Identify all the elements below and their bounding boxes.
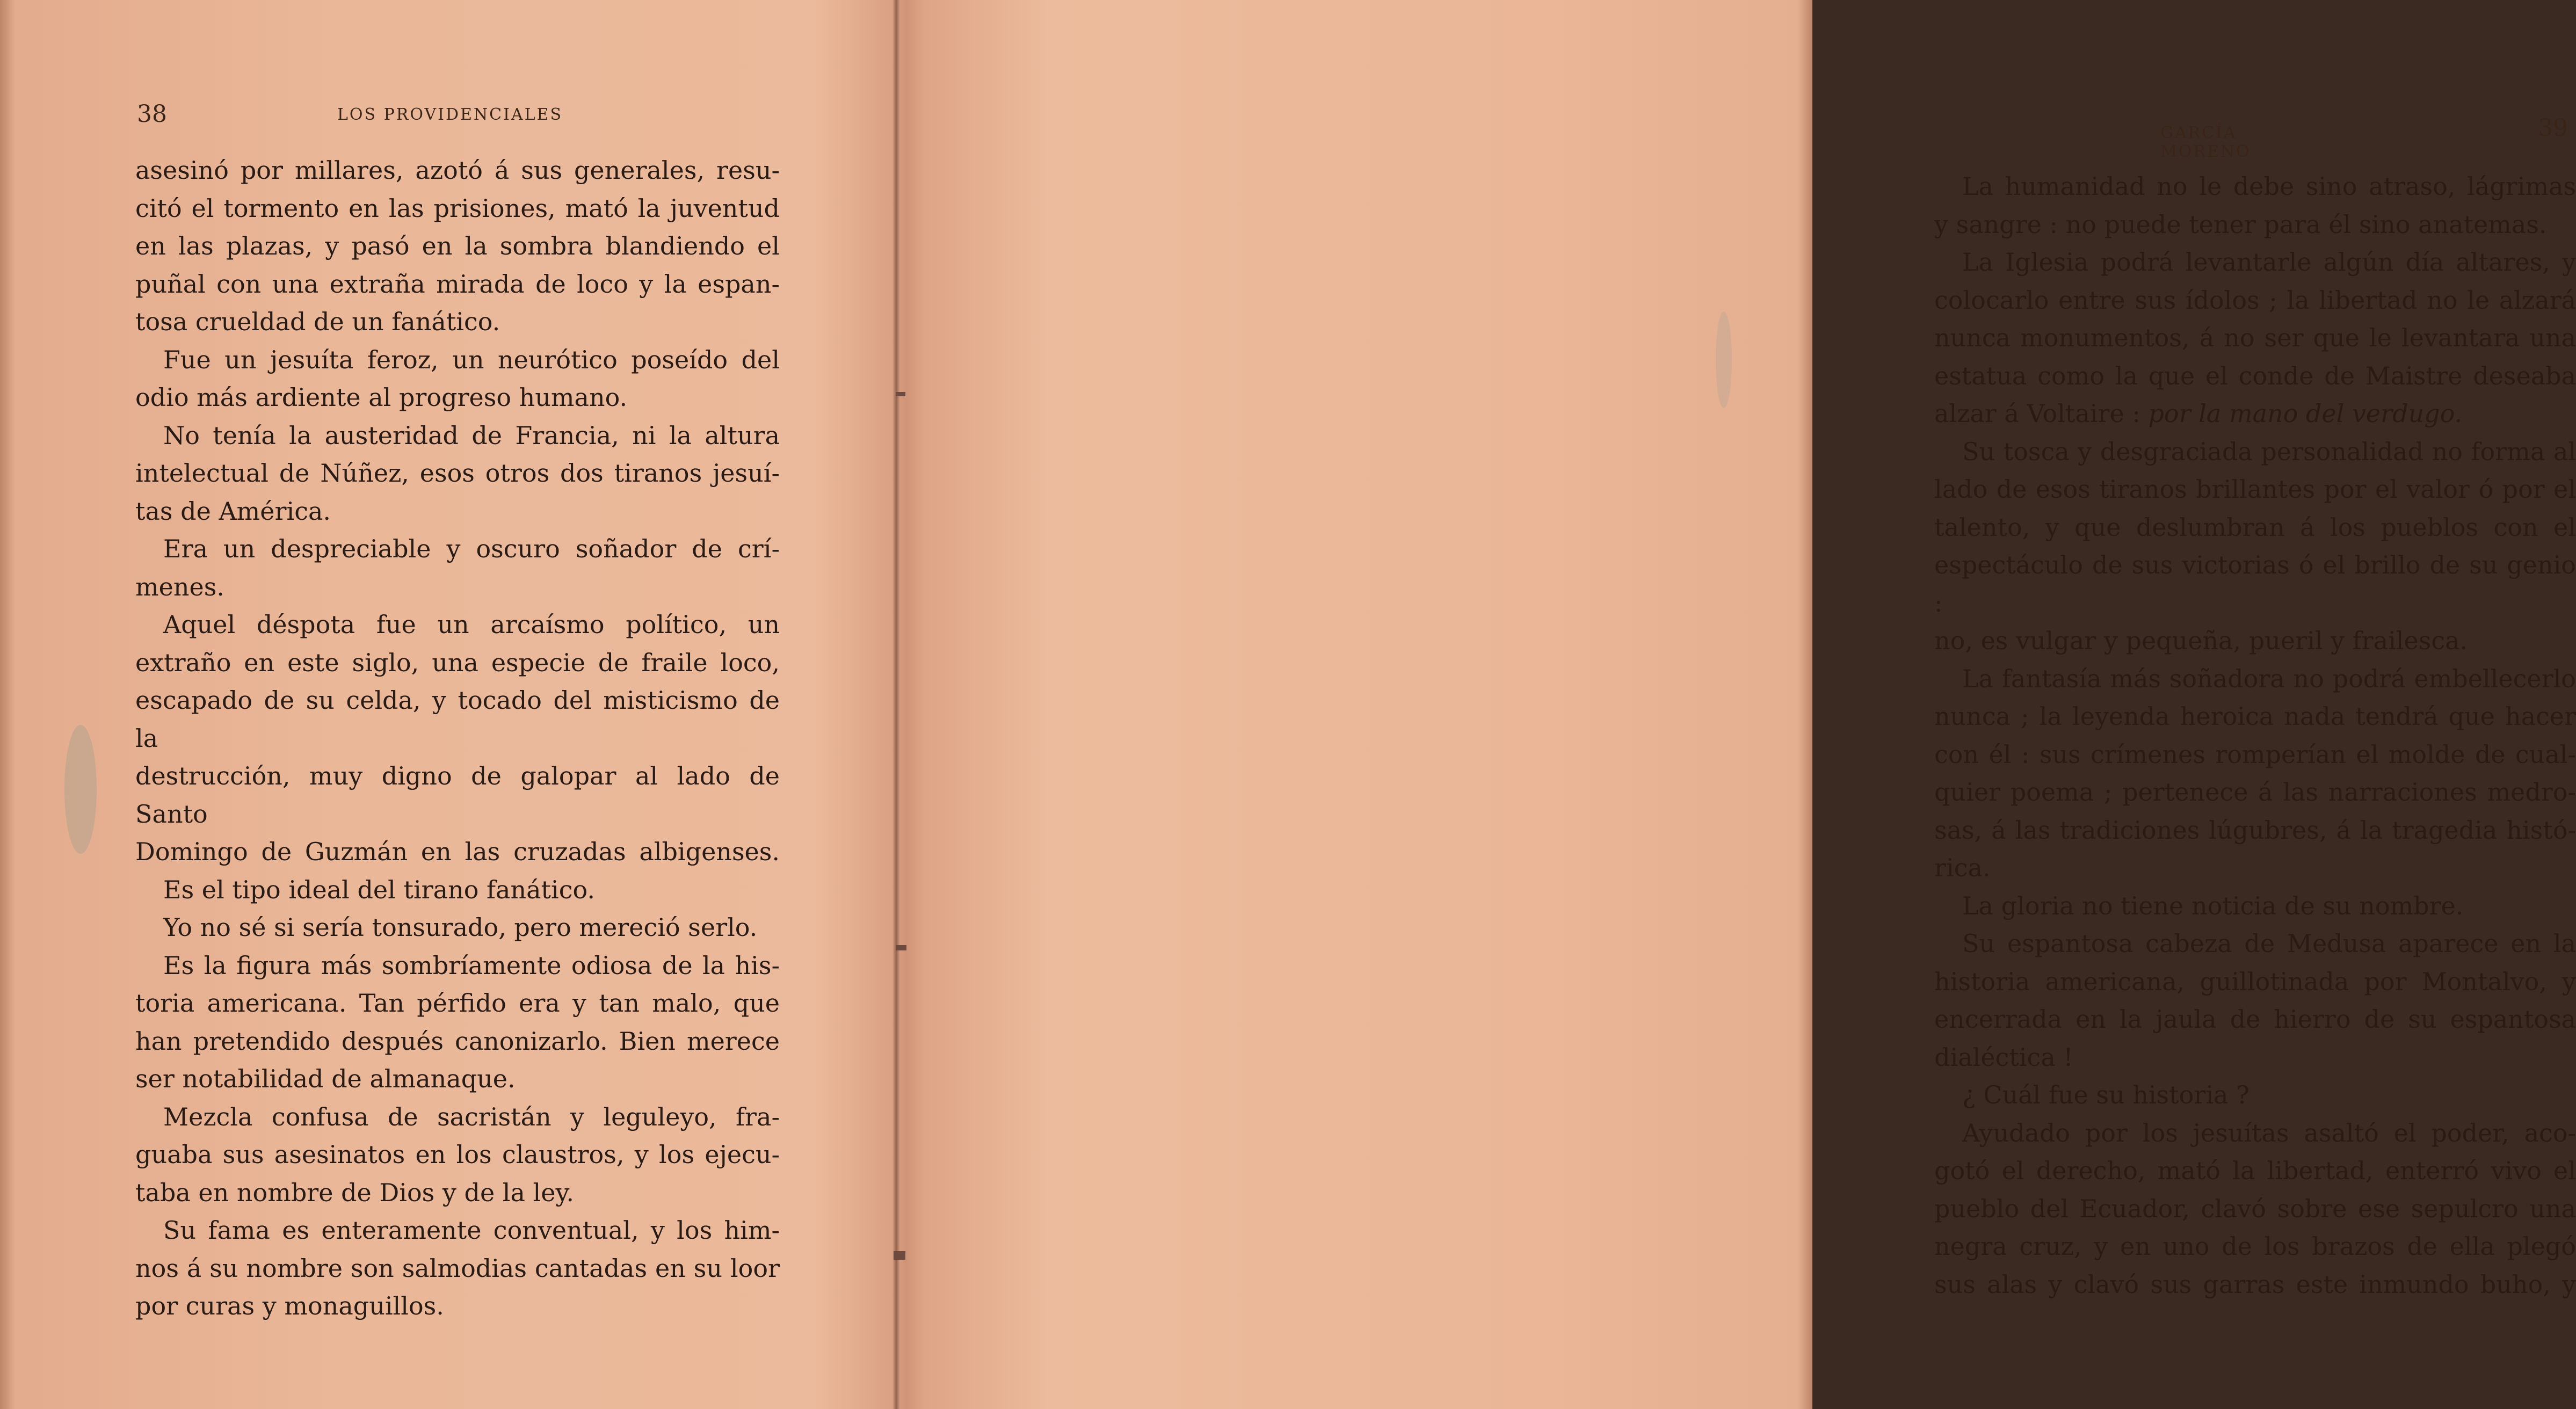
line-text: Domingo de Guzmán en las cruzadas albigenses. bbox=[135, 837, 780, 866]
line-text: nunca ; la leyenda heroica nada tendrá que hacer bbox=[1934, 702, 2576, 731]
text-line bbox=[1934, 433, 2576, 471]
text-line bbox=[1934, 395, 2576, 433]
text-line bbox=[135, 1174, 780, 1212]
text-line bbox=[135, 454, 780, 492]
text-line bbox=[1934, 281, 2576, 319]
text-line bbox=[135, 151, 780, 190]
text-line bbox=[135, 1098, 780, 1136]
text-line bbox=[135, 947, 780, 985]
book-gutter bbox=[892, 0, 900, 1409]
text-line bbox=[1934, 773, 2576, 811]
line-text: ser notabilidad de almanaque. bbox=[135, 1064, 516, 1093]
line-text: odio más ardiente al progreso humano. bbox=[135, 383, 628, 412]
line-text: puñal con una extraña mirada de loco y la espan- bbox=[135, 269, 780, 299]
text-line bbox=[135, 1250, 780, 1288]
line-text: Fue un jesuíta feroz, un neurótico poseído del bbox=[163, 345, 780, 374]
page-number-right: 39 bbox=[2538, 114, 2568, 142]
line-text: guaba sus asesinatos en los claustros, y los ejecu- bbox=[135, 1140, 780, 1169]
italic-quote: por la mano del verdugo. bbox=[2148, 399, 2463, 428]
text-line bbox=[135, 492, 780, 531]
text-line bbox=[1934, 546, 2576, 622]
text-line bbox=[1934, 509, 2576, 547]
text-line bbox=[135, 568, 780, 606]
text-line bbox=[1934, 925, 2576, 963]
line-text: nunca monumentos, á no ser que le levantara una bbox=[1934, 323, 2576, 352]
line-text: talento, y que deslumbran á los pueblos con el bbox=[1934, 512, 2576, 542]
line-text: pueblo del Ecuador, clavó sobre ese sepulcro una bbox=[1934, 1194, 2576, 1223]
right-page bbox=[900, 0, 2576, 1409]
line-text: La fantasía más soñadora no podrá embellecerlo bbox=[1962, 664, 2576, 693]
text-line bbox=[1934, 1076, 2576, 1114]
text-line bbox=[1934, 470, 2576, 509]
line-text: Yo no sé si sería tonsurado, pero mereció serlo. bbox=[163, 913, 758, 942]
text-line bbox=[135, 1060, 780, 1098]
line-text: toria americana. Tan pérfido era y tan malo, que bbox=[135, 989, 780, 1018]
line-text: en las plazas, y pasó en la sombra blandiendo el bbox=[135, 231, 780, 260]
running-head-left: LOS PROVIDENCIALES bbox=[337, 105, 563, 124]
line-text: y sangre : no puede tener para él sino anatemas. bbox=[1934, 209, 2547, 239]
line-text: alzar á Voltaire : bbox=[1934, 399, 2149, 428]
line-text: han pretendido después canonizarlo. Bien merece bbox=[135, 1026, 780, 1056]
text-line bbox=[1934, 736, 2576, 774]
left-page-body bbox=[135, 151, 780, 1325]
line-text: Es la figura más sombríamente odiosa de la his- bbox=[163, 950, 780, 980]
text-line bbox=[135, 909, 780, 947]
line-text: asesinó por millares, azotó á sus generales, resu- bbox=[135, 156, 780, 185]
text-line bbox=[135, 606, 780, 644]
line-text: extraño en este siglo, una especie de fraile loco, bbox=[135, 648, 780, 677]
line-text: encerrada en la jaula de hierro de su espantosa bbox=[1934, 1005, 2576, 1034]
line-text: rica. bbox=[1934, 853, 1991, 882]
text-line bbox=[1934, 887, 2576, 925]
line-text: La gloria no tiene noticia de su nombre. bbox=[1962, 891, 2464, 920]
text-line bbox=[1934, 1228, 2576, 1266]
text-line bbox=[135, 871, 780, 909]
line-text: tosa crueldad de un fanático. bbox=[135, 307, 500, 336]
line-text: destrucción, muy digno de galopar al lado de Santo bbox=[135, 761, 780, 829]
text-line bbox=[1934, 1038, 2576, 1077]
line-text: Ayudado por los jesuítas asaltó el poder, aco- bbox=[1962, 1118, 2576, 1147]
text-line bbox=[135, 1211, 780, 1250]
text-line bbox=[135, 265, 780, 303]
text-line bbox=[135, 379, 780, 417]
line-text: Su fama es enteramente conventual, y los him- bbox=[163, 1216, 780, 1245]
text-line bbox=[135, 530, 780, 568]
line-text: Mezcla confusa de sacristán y leguleyo, fra- bbox=[163, 1102, 780, 1131]
line-text: Era un despreciable y oscuro soñador de crí- bbox=[163, 534, 780, 563]
text-line bbox=[1934, 849, 2576, 887]
line-text: tas de América. bbox=[135, 496, 331, 526]
line-text: lado de esos tiranos brillantes por el valor ó por el bbox=[1934, 475, 2576, 504]
text-line bbox=[135, 984, 780, 1022]
line-text: quier poema ; pertenece á las narraciones medro- bbox=[1934, 778, 2576, 807]
text-line bbox=[135, 190, 780, 228]
text-line bbox=[135, 644, 780, 682]
line-text: Es el tipo ideal del tirano fanático. bbox=[163, 875, 595, 904]
page-number-left: 38 bbox=[137, 100, 167, 128]
line-text: citó el tormento en las prisiones, mató la juventud bbox=[135, 193, 780, 223]
text-line bbox=[1934, 622, 2576, 660]
text-line bbox=[1934, 243, 2576, 281]
text-line bbox=[1934, 811, 2576, 849]
left-page bbox=[0, 0, 892, 1409]
line-text: sus alas y clavó sus garras este inmundo buho, y bbox=[1934, 1269, 2576, 1299]
line-text: estatua como la que el conde de Maistre deseaba bbox=[1934, 361, 2576, 390]
line-text: escapado de su celda, y tocado del misticismo de la bbox=[135, 686, 780, 753]
line-text: Su espantosa cabeza de Medusa aparece en la bbox=[1962, 929, 2576, 958]
text-line bbox=[1934, 698, 2576, 736]
text-line bbox=[1934, 1152, 2576, 1190]
text-line bbox=[135, 757, 780, 833]
line-text: La Iglesia podrá levantarle algún día altares, y bbox=[1962, 248, 2576, 277]
line-text: colocarlo entre sus ídolos ; la libertad no le alzará bbox=[1934, 285, 2576, 315]
text-line bbox=[1934, 660, 2576, 698]
text-line bbox=[1934, 168, 2576, 206]
text-line bbox=[135, 303, 780, 341]
line-text: sas, á las tradiciones lúgubres, á la tragedia histó- bbox=[1934, 815, 2576, 845]
line-text: taba en nombre de Dios y de la ley. bbox=[135, 1178, 574, 1207]
line-text: ¿ Cuál fue su historia ? bbox=[1962, 1080, 2250, 1109]
text-line bbox=[1934, 1266, 2576, 1304]
line-text: gotó el derecho, mató la libertad, enterró vivo el bbox=[1934, 1156, 2576, 1185]
text-line bbox=[135, 417, 780, 455]
line-text: La humanidad no le debe sino atraso, lágrimas bbox=[1962, 172, 2576, 201]
line-text: Aquel déspota fue un arcaísmo político, un bbox=[163, 610, 780, 639]
text-line bbox=[135, 1022, 780, 1061]
text-line bbox=[135, 1287, 780, 1325]
line-text: por curas y monaguillos. bbox=[135, 1291, 444, 1320]
line-text: historia americana, guillotinada por Montalvo, y bbox=[1934, 967, 2576, 996]
line-text: menes. bbox=[135, 572, 224, 601]
line-text: Su tosca y desgraciada personalidad no forma al bbox=[1962, 437, 2576, 466]
line-text: con él : sus crímenes romperían el molde de cual- bbox=[1934, 739, 2576, 769]
text-line bbox=[1934, 357, 2576, 395]
line-text: espectáculo de sus victorias ó el brillo de su genio : bbox=[1934, 550, 2576, 618]
line-text: intelectual de Núñez, esos otros dos tiranos jesuí- bbox=[135, 459, 780, 488]
text-line bbox=[1934, 206, 2576, 244]
running-head-right: GARCÍA MORENO bbox=[2160, 124, 2251, 161]
line-text: dialéctica ! bbox=[1934, 1042, 2073, 1072]
text-line bbox=[1934, 319, 2576, 357]
text-line bbox=[1934, 1114, 2576, 1152]
text-line bbox=[1934, 963, 2576, 1001]
text-line bbox=[135, 341, 780, 379]
text-line bbox=[135, 681, 780, 757]
line-text: No tenía la austeridad de Francia, ni la altura bbox=[163, 420, 780, 450]
right-page-body bbox=[1934, 168, 2576, 1303]
line-text: nos á su nombre son salmodias cantadas en su loor bbox=[135, 1253, 780, 1283]
line-text: no, es vulgar y pequeña, pueril y frailesca. bbox=[1934, 626, 2468, 655]
text-line bbox=[135, 1136, 780, 1174]
text-line bbox=[135, 227, 780, 265]
text-line bbox=[1934, 1000, 2576, 1038]
text-line bbox=[1934, 1190, 2576, 1228]
line-text: negra cruz, y en uno de los brazos de ella plegó bbox=[1934, 1232, 2576, 1261]
text-line bbox=[135, 833, 780, 871]
